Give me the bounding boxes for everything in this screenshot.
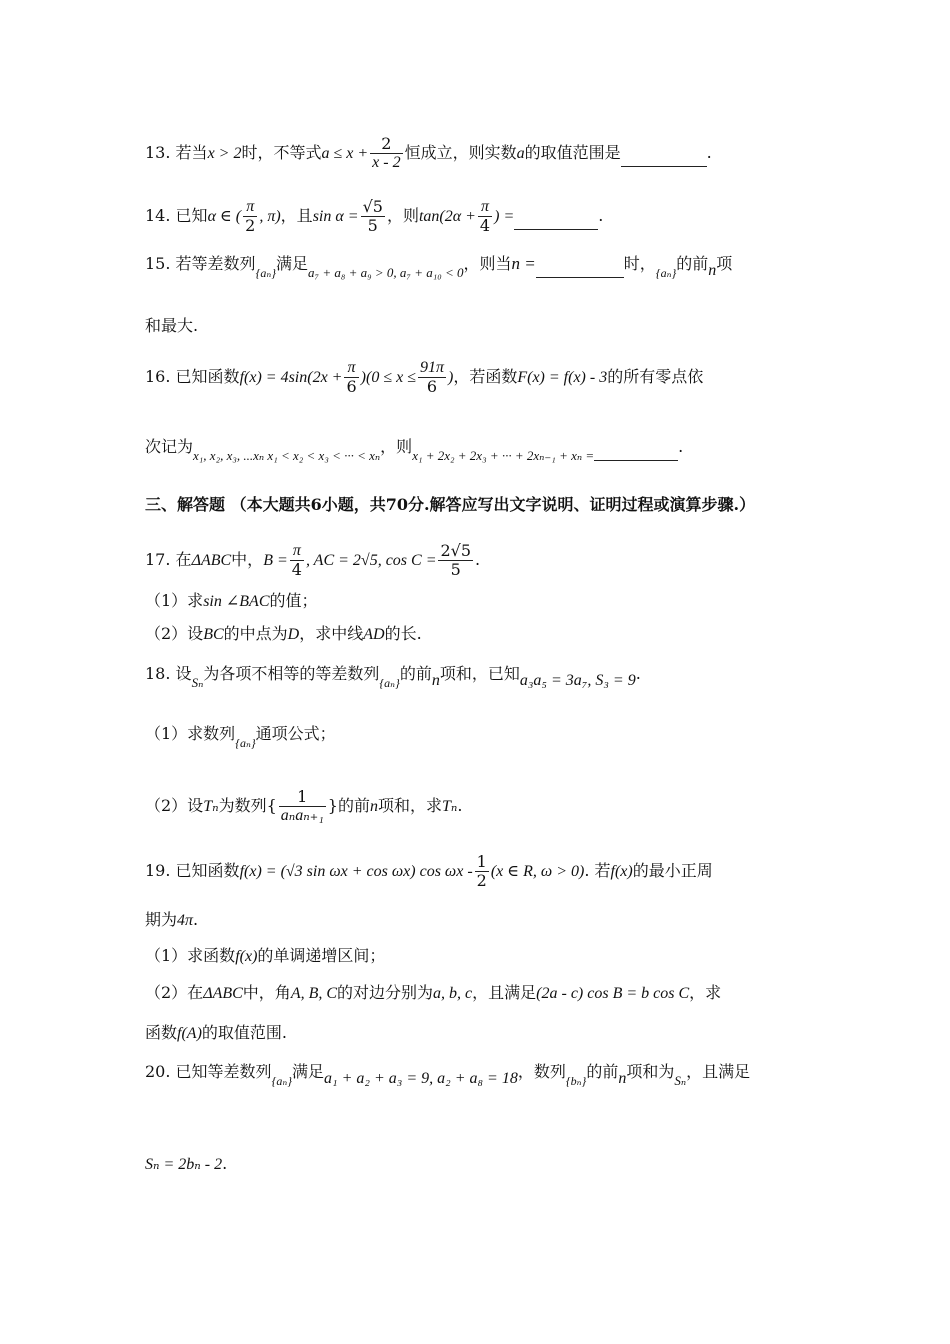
math: a₁ + a₂ + a₃ = 9, a₂ + a₈ = 18: [324, 1070, 518, 1087]
denominator: aₙaₙ₊₁: [280, 807, 324, 824]
question-19-continued: [145, 909, 198, 932]
math: BC: [203, 626, 224, 643]
text: ，且满足: [472, 983, 537, 1002]
text: 设: [175, 664, 192, 683]
fraction: [475, 853, 489, 890]
text: ，且满足: [686, 1062, 751, 1081]
text: 的值；: [269, 591, 318, 610]
math: a₃a₅ = 3a₇, S₃ = 9: [519, 672, 636, 689]
question-20: [145, 1061, 750, 1092]
denominator: x - 2: [372, 154, 401, 171]
text: 项: [716, 254, 733, 273]
numerator: 91π: [419, 359, 444, 376]
text: .: [635, 664, 641, 683]
math: (2a - c) cos B = b cos C: [536, 985, 690, 1002]
text: 的单调递增区间；: [257, 946, 386, 965]
question-17-part-2: [145, 623, 422, 646]
text: ，求中线: [299, 624, 364, 643]
text: 项和，求: [377, 796, 442, 815]
question-19-part-2: [145, 982, 721, 1005]
fraction: [418, 359, 446, 396]
math: AD: [363, 626, 385, 643]
question-15-continued: [145, 315, 198, 337]
text: .: [193, 910, 199, 929]
math: sin ∠BAC: [203, 593, 270, 610]
text: 的取值范围是: [524, 143, 621, 162]
text: 函数: [145, 1023, 178, 1042]
math-var: n: [708, 262, 717, 279]
text: 满足: [276, 254, 309, 273]
text: 满足: [292, 1062, 325, 1081]
text: ，则: [380, 437, 413, 456]
fraction: [279, 788, 326, 825]
text: 已知函数: [175, 367, 240, 386]
text: .: [706, 143, 712, 162]
math: ΔABC: [203, 985, 243, 1002]
denominator: 6: [346, 377, 357, 396]
numerator: √5: [362, 197, 383, 216]
denominator: 6: [426, 377, 438, 396]
denominator: 5: [367, 216, 378, 235]
question-number: 16.: [145, 367, 171, 386]
fraction: [438, 542, 473, 579]
text: .: [457, 796, 463, 815]
math: )(0 ≤ x ≤: [360, 369, 416, 386]
math: ) =: [494, 208, 515, 225]
math-seq: {aₙ}: [235, 736, 256, 750]
question-16: [145, 359, 703, 396]
text: 为各项不相等的等差数列: [203, 664, 380, 683]
math: 4π: [177, 912, 194, 929]
math-seq: {bₙ}: [565, 1074, 587, 1088]
text: 的前: [399, 664, 432, 683]
text: ，若函数: [453, 367, 518, 386]
math: f(A): [177, 1025, 202, 1042]
math: α ∈ (: [207, 208, 242, 225]
math: f(x): [235, 948, 258, 965]
fraction: [344, 359, 358, 396]
text: ，且: [280, 206, 313, 225]
math: Sₙ = 2bₙ - 2: [145, 1156, 223, 1173]
text: 时，不等式: [241, 143, 322, 162]
text: 已知等差数列: [175, 1062, 272, 1081]
math: F(x) = f(x) - 3: [517, 369, 608, 386]
numerator: 2: [370, 135, 402, 154]
math: (x ∈ R, ω > 0): [490, 863, 585, 880]
section-heading: 三、解答题 （本大题共6小题，共70分.解答应写出文字说明、证明过程或演算步骤.）: [145, 495, 756, 514]
text: 已知函数: [175, 861, 240, 880]
text: 项和为: [626, 1062, 675, 1081]
math-condition: a₇ + a₈ + a₉ > 0, a₇ + a₁₀ < 0: [308, 265, 464, 280]
answer-blank: [536, 255, 624, 278]
question-18: [145, 663, 641, 694]
denominator: 5: [450, 560, 461, 579]
question-number: 13.: [145, 143, 171, 162]
math-seq: {aₙ}: [255, 266, 277, 280]
math: , AC = 2√5, cos C =: [305, 552, 437, 569]
question-19: [145, 853, 713, 890]
text: （2）设: [145, 796, 204, 815]
question-18-part-1: [145, 723, 336, 754]
question-20-continued: [145, 1153, 227, 1176]
question-17-part-1: [145, 590, 318, 613]
text: （2）设: [145, 624, 204, 643]
text: 中，: [231, 550, 264, 569]
numerator: π: [243, 198, 257, 217]
text: .: [222, 1154, 228, 1173]
text: 的所有零点依: [607, 367, 704, 386]
fraction: [478, 198, 492, 235]
text: 项和，已知: [439, 664, 520, 683]
text: ，数列: [517, 1062, 566, 1081]
denominator: 2: [245, 216, 256, 235]
text: 的前: [586, 1062, 619, 1081]
text: 为数列: [218, 796, 267, 815]
math: B =: [263, 552, 288, 569]
text: .: [598, 206, 604, 225]
text: ，则: [386, 206, 419, 225]
text: 的前: [337, 796, 370, 815]
text: .: [475, 550, 481, 569]
question-number: 19.: [145, 861, 171, 880]
text: 的长.: [384, 624, 422, 643]
question-15: [145, 253, 732, 284]
denominator: 2: [476, 871, 487, 890]
text: 中，角: [242, 983, 291, 1002]
text: （1）求函数: [145, 946, 236, 965]
text: 若当: [175, 143, 208, 162]
math-seq: {aₙ}: [271, 1074, 293, 1088]
math-var: n: [369, 798, 378, 815]
text: 的取值范围.: [201, 1023, 287, 1042]
text: 和最大.: [145, 316, 199, 335]
question-number: 15.: [145, 254, 171, 273]
math: ΔABC: [191, 552, 232, 569]
numerator: 1: [279, 788, 326, 807]
math: Sₙ: [674, 1073, 687, 1088]
text: （1）求: [145, 591, 204, 610]
math-seq: {aₙ}: [379, 676, 400, 690]
question-number: 18.: [145, 664, 171, 683]
fraction: [361, 198, 385, 235]
math: a, b, c: [433, 985, 473, 1002]
math-var: a: [516, 145, 525, 162]
math: , π): [259, 208, 281, 225]
question-13: [145, 135, 712, 172]
numerator: π: [478, 198, 492, 217]
text: （2）在: [145, 983, 204, 1002]
text: . 若: [584, 861, 611, 880]
question-16-continued: [145, 436, 683, 467]
math: f(x) = (√3 sin ωx + cos ωx) cos ωx -: [239, 863, 473, 880]
math: x₁, x₂, x₃, ...xₙ x₁ < x₂ < x₃ < ··· < xₙ: [193, 448, 381, 463]
text: 期为: [145, 910, 178, 929]
question-number: 20.: [145, 1062, 171, 1081]
math-seq: {aₙ}: [655, 266, 677, 280]
text: 若等差数列: [175, 254, 256, 273]
math-inequality: a ≤ x +: [321, 145, 369, 162]
denominator: 4: [479, 216, 491, 235]
text: ，求: [689, 983, 722, 1002]
question-14: [145, 198, 603, 235]
text: 时，: [623, 254, 656, 273]
fraction: [290, 542, 304, 579]
math: ): [448, 369, 454, 386]
math-var: n: [431, 672, 440, 689]
math: Tₙ: [441, 798, 458, 815]
fraction: [243, 198, 257, 235]
math: Tₙ: [203, 798, 219, 815]
text: 的中点为: [223, 624, 288, 643]
numerator: π: [290, 542, 304, 561]
text: ，则当: [463, 254, 512, 273]
question-18-part-2: （2）设Tₙ为数列{ $\frac{1}{\text{aₙaₙ₊₁}}$ }的前n项和，求Tₙ.: [145, 787, 463, 824]
math: f(x) = 4sin(2x +: [239, 369, 343, 386]
numerator: π: [344, 359, 358, 378]
math: Sₙ: [191, 675, 204, 690]
math: tan(2α +: [418, 208, 476, 225]
math-condition: x > 2: [207, 145, 242, 162]
fraction: [370, 135, 402, 172]
text: 的对边分别为: [337, 983, 434, 1002]
math: D: [287, 626, 300, 643]
math-var: n: [618, 1070, 627, 1087]
question-17: [145, 542, 480, 579]
text: 通项公式；: [255, 724, 336, 743]
answer-blank: [594, 438, 678, 461]
text: 恒成立，则实数: [404, 143, 517, 162]
text: 的前: [676, 254, 709, 273]
math: n =: [511, 254, 536, 273]
question-number: 14.: [145, 206, 171, 225]
answer-blank: [621, 144, 707, 167]
text: （1）求数列: [145, 724, 236, 743]
text: 在: [175, 550, 192, 569]
denominator: 4: [291, 560, 302, 579]
answer-blank: [514, 207, 598, 230]
text: 次记为: [145, 437, 194, 456]
text: 已知: [175, 206, 208, 225]
text: .: [678, 437, 684, 456]
text: 的最小正周: [632, 861, 713, 880]
math: x₁ + 2x₂ + 2x₃ + ··· + 2xₙ₋₁ + xₙ =: [412, 448, 595, 463]
math: f(x): [610, 863, 633, 880]
question-19-part-1: [145, 945, 385, 968]
numerator: 1: [476, 852, 487, 871]
math: sin α =: [312, 208, 359, 225]
numerator: 2√5: [440, 541, 472, 560]
question-number: 17.: [145, 550, 171, 569]
question-19-part-2-continued: [145, 1022, 287, 1045]
math: A, B, C: [290, 985, 338, 1002]
